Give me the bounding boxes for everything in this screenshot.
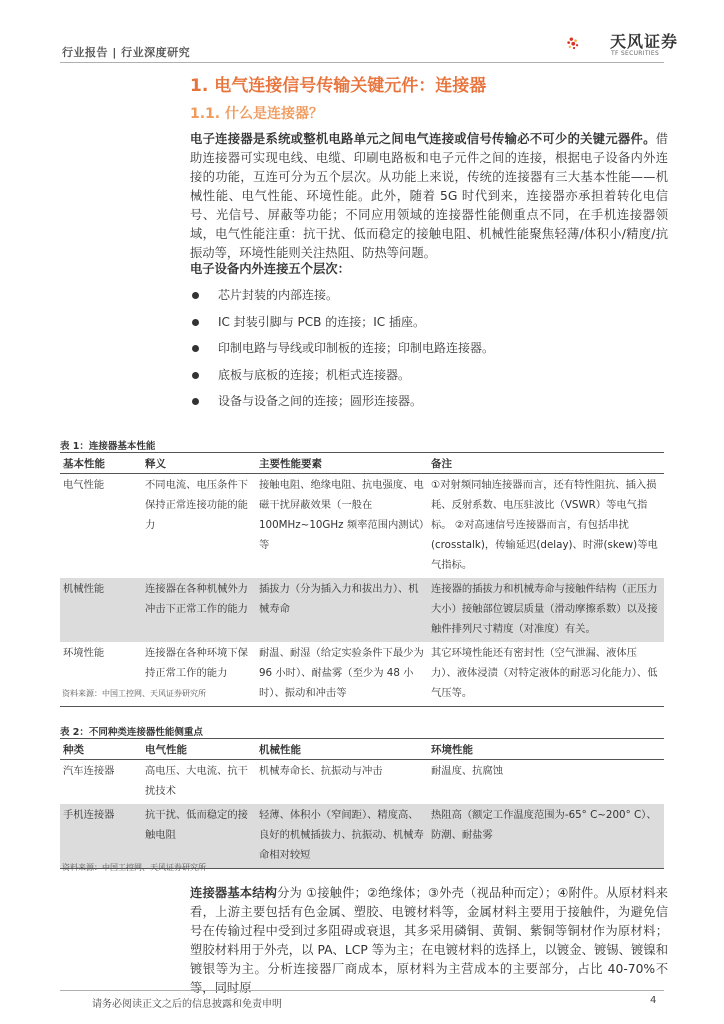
layers-list bbox=[190, 285, 660, 418]
page-number: 4 bbox=[650, 995, 657, 1006]
footer-divider bbox=[60, 990, 664, 991]
bullet-icon bbox=[192, 372, 199, 379]
table-header-row: 基本性能 释义 主要性能要素 备注 bbox=[60, 453, 664, 474]
bullet-icon bbox=[192, 292, 199, 299]
footer-disclaimer: 请务必阅读正文之后的信息披露和免责申明 bbox=[92, 999, 282, 1010]
table2-title: 表 2：不同种类连接器性能侧重点 bbox=[60, 727, 203, 738]
structure-bold: 连接器基本结构 bbox=[190, 886, 278, 900]
subsection-heading: 1.1. 什么是连接器？ bbox=[190, 106, 323, 122]
report-category: 行业报告 | 行业深度研究 bbox=[62, 46, 191, 59]
list-item: 印制电路与导线或印制板的连接；印制电路连接器。 bbox=[190, 338, 660, 365]
table-row: 环境性能 连接器在各种环境下保持正常工作的能力 耐温、耐湿（给定实验条件下最少为 96 小时）、耐盐雾（至少为 48 小时）、振动和冲击等 其它环境性能还有密封性（空气泄漏、液体压力）、液体浸渍（对特定液体的耐恶习化能力）、低气压等。 bbox=[60, 642, 664, 707]
table-row: 电气性能 不同电流、电压条件下保持正常连接功能的能力 接触电阻、绝缘电阻、抗电强度、电磁干扰屏蔽效果（一般在 100MHz~10GHz 频率范围内测试）等 ①对射频同轴连接器而言，还有特性阻抗、插入损耗、反射系数、电压驻波比（VSWR）等电气指标。 ②对高速信号连接器而言，有包括串扰(crosstalk)，传输延迟(delay)、时滞(skew)等电气指标。 bbox=[63, 479, 658, 571]
header-divider bbox=[60, 62, 664, 63]
bullet-icon bbox=[192, 319, 199, 326]
logo-subtext: TF SECURITIES bbox=[611, 50, 660, 57]
intro-text: 借助连接器可实现电线、电缆、印刷电路板和电子元件之间的连接，根据电子设备内外连接的功能，互连可分为五个层次。从功能上来说，传统的连接器有三大基本性能——机械性能、电气性能、环境性能。此外，随着 5G 时代到来，连接器亦承担着转化电信号、光信号、屏蔽等功能；不同应用领域的连接器性能侧重点不同，在手机连接器领域，电气性能注重：抗干扰、低而稳定的接触电阻、机械性能聚焦轻薄/体积小/精度/抗振动等，环境性能则关注热阻、防热等问题。 bbox=[190, 132, 668, 260]
logo-text: 天风证券 bbox=[610, 32, 679, 51]
table1-source: 资料来源：中国工控网、天风证券研究所 bbox=[62, 689, 206, 698]
intro-bold: 电子连接器是系统或整机电路单元之间电气连接或信号传输必不可少的关键元器件。 bbox=[190, 132, 656, 146]
list-item: IC 封装引脚与 PCB 的连接；IC 插座。 bbox=[190, 312, 660, 339]
table-row: 手机连接器 抗干扰、低而稳定的接触电阻 轻薄、体积小（窄间距）、精度高、良好的机械插拔力、抗振动、机械寿命相对较短 热阻高（额定工作温度范围为-65° C~200° C）、防潮、耐盐雾 bbox=[60, 804, 664, 869]
list-item: 芯片封装的内部连接。 bbox=[190, 285, 660, 312]
table-row: 汽车连接器 高电压、大电流、抗干扰技术 机械寿命长、抗振动与冲击 耐温度、抗腐蚀 bbox=[63, 765, 504, 797]
table1 bbox=[60, 452, 664, 707]
structure-paragraph bbox=[190, 884, 668, 998]
layers-title: 电子设备内外连接五个层次： bbox=[190, 262, 350, 276]
structure-text: 分为 ①接触件；②绝缘体；③外壳（视品种而定）；④附件。从原材料来看，上游主要包括有色金属、塑胶、电镀材料等，金属材料主要用于接触件，为避免信号在传输过程中受到过多阻碍或衰退，其多采用磷铜、黄铜、紫铜等铜材作为原材料；塑胶材料用于外壳，以 PA、LCP 等为主；在电镀材料的选择上，以镀金、镀锡、镀镍和镀银等为主。分析连接器厂商成本，原材料为主营成本的主要部分，占比 40-70%不等，同时原 bbox=[190, 886, 668, 995]
intro-paragraph bbox=[190, 130, 668, 263]
list-item: 底板与底板的连接；机柜式连接器。 bbox=[190, 365, 660, 392]
section-heading: 1. 电气连接信号传输关键元件：连接器 bbox=[190, 76, 487, 96]
bullet-icon bbox=[192, 345, 199, 352]
table1-title: 表 1：连接器基本性能 bbox=[60, 441, 156, 452]
list-item: 设备与设备之间的连接；圆形连接器。 bbox=[190, 391, 660, 418]
bullet-icon bbox=[192, 398, 199, 405]
table2-source: 资料来源：中国工控网、天风证券研究所 bbox=[62, 863, 206, 872]
tf-logo-icon bbox=[566, 24, 608, 62]
table-row: 机械性能 连接器在各种机械外力冲击下正常工作的能力 插拔力（分为插入力和拔出力）、机械寿命 连接器的插拔力和机械寿命与接触件结构（正压力大小）接触部位镀层质量（滑动摩擦系数）以及接触件排列尺寸精度（对准度）有关。 bbox=[60, 578, 664, 642]
table2 bbox=[60, 738, 664, 869]
table-header-row: 种类 电气性能 机械性能 环境性能 bbox=[60, 739, 664, 760]
